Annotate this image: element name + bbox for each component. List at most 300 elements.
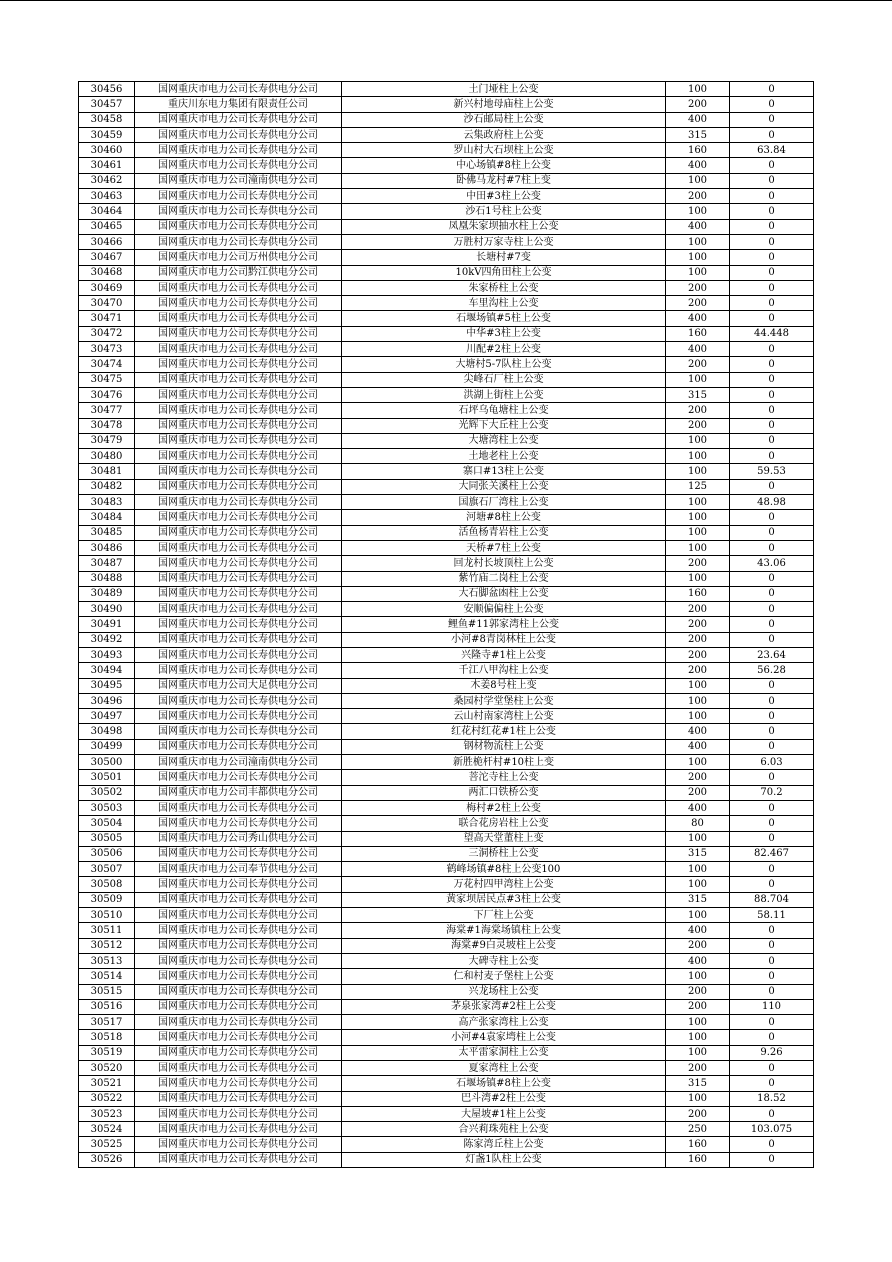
capacity-cell: 160 [666, 143, 730, 158]
transformer-name-cell: 尖峰石厂柱上公变 [342, 372, 666, 387]
transformer-name-cell: 万胜村万家寺柱上公变 [342, 234, 666, 249]
value-cell: 0 [730, 1152, 814, 1167]
company-cell: 国网重庆市电力公司长寿供电分公司 [135, 540, 342, 555]
capacity-cell: 200 [666, 785, 730, 800]
transformer-name-cell: 兴龙场柱上公变 [342, 984, 666, 999]
company-cell: 国网重庆市电力公司长寿供电分公司 [135, 709, 342, 724]
transformer-name-cell: 新兴村地母庙柱上公变 [342, 97, 666, 112]
transformer-name-cell: 两汇口铁桥公变 [342, 785, 666, 800]
capacity-cell: 200 [666, 938, 730, 953]
company-cell: 国网重庆市电力公司长寿供电分公司 [135, 556, 342, 571]
table-row [79, 602, 814, 617]
table-row [79, 464, 814, 479]
transformer-name-cell: 望高天堂董柱上变 [342, 831, 666, 846]
capacity-cell: 100 [666, 525, 730, 540]
transformer-name-cell: 国旗石厂湾柱上公变 [342, 495, 666, 510]
transformer-table [78, 81, 814, 1168]
transformer-name-cell: 夏家湾柱上公变 [342, 1061, 666, 1076]
table-row [79, 984, 814, 999]
table-row [79, 908, 814, 923]
capacity-cell: 315 [666, 846, 730, 861]
row-id-cell: 30479 [79, 433, 135, 448]
company-cell: 国网重庆市电力公司长寿供电分公司 [135, 357, 342, 372]
value-cell: 0 [730, 112, 814, 127]
table-row [79, 770, 814, 785]
company-cell: 国网重庆市电力公司长寿供电分公司 [135, 816, 342, 831]
row-id-cell: 30498 [79, 724, 135, 739]
capacity-cell: 400 [666, 158, 730, 173]
row-id-cell: 30514 [79, 969, 135, 984]
row-id-cell: 30503 [79, 800, 135, 815]
row-id-cell: 30501 [79, 770, 135, 785]
capacity-cell: 100 [666, 1045, 730, 1060]
value-cell: 63.84 [730, 143, 814, 158]
row-id-cell: 30488 [79, 571, 135, 586]
capacity-cell: 200 [666, 632, 730, 647]
transformer-name-cell: 大同张关溪柱上公变 [342, 479, 666, 494]
transformer-name-cell: 罗山村大石坝柱上公变 [342, 143, 666, 158]
capacity-cell: 200 [666, 403, 730, 418]
transformer-name-cell: 大屋坡#1柱上公变 [342, 1106, 666, 1121]
page-top-rule [0, 0, 892, 1]
company-cell: 国网重庆市电力公司长寿供电分公司 [135, 663, 342, 678]
row-id-cell: 30516 [79, 999, 135, 1014]
capacity-cell: 100 [666, 709, 730, 724]
company-cell: 国网重庆市电力公司长寿供电分公司 [135, 387, 342, 402]
value-cell: 0 [730, 571, 814, 586]
capacity-cell: 400 [666, 724, 730, 739]
company-cell: 国网重庆市电力公司长寿供电分公司 [135, 969, 342, 984]
row-id-cell: 30467 [79, 250, 135, 265]
transformer-name-cell: 石堰场镇#8柱上公变 [342, 1076, 666, 1091]
row-id-cell: 30521 [79, 1076, 135, 1091]
company-cell: 国网重庆市电力公司长寿供电分公司 [135, 1061, 342, 1076]
transformer-name-cell: 土地老柱上公变 [342, 449, 666, 464]
row-id-cell: 30526 [79, 1152, 135, 1167]
value-cell: 0 [730, 877, 814, 892]
value-cell: 0 [730, 357, 814, 372]
company-cell: 国网重庆市电力公司长寿供电分公司 [135, 586, 342, 601]
transformer-name-cell: 万花村四甲湾柱上公变 [342, 877, 666, 892]
capacity-cell: 100 [666, 831, 730, 846]
capacity-cell: 315 [666, 387, 730, 402]
table-row [79, 112, 814, 127]
table-row [79, 265, 814, 280]
value-cell: 0 [730, 342, 814, 357]
value-cell: 0 [730, 938, 814, 953]
row-id-cell: 30515 [79, 984, 135, 999]
value-cell: 0 [730, 739, 814, 754]
company-cell: 国网重庆市电力公司长寿供电分公司 [135, 143, 342, 158]
company-cell: 国网重庆市电力公司长寿供电分公司 [135, 1152, 342, 1167]
company-cell: 国网重庆市电力公司长寿供电分公司 [135, 204, 342, 219]
table-row [79, 342, 814, 357]
capacity-cell: 200 [666, 1106, 730, 1121]
row-id-cell: 30484 [79, 510, 135, 525]
transformer-name-cell: 沙石邮局柱上公变 [342, 112, 666, 127]
capacity-cell: 315 [666, 1076, 730, 1091]
value-cell: 0 [730, 265, 814, 280]
value-cell: 0 [730, 449, 814, 464]
row-id-cell: 30523 [79, 1106, 135, 1121]
company-cell: 国网重庆市电力公司长寿供电分公司 [135, 127, 342, 142]
capacity-cell: 100 [666, 82, 730, 97]
company-cell: 国网重庆市电力公司长寿供电分公司 [135, 1091, 342, 1106]
capacity-cell: 200 [666, 984, 730, 999]
row-id-cell: 30485 [79, 525, 135, 540]
capacity-cell: 100 [666, 1030, 730, 1045]
transformer-name-cell: 海棠#1海棠场镇柱上公变 [342, 923, 666, 938]
table-row [79, 877, 814, 892]
row-id-cell: 30507 [79, 862, 135, 877]
table-row [79, 433, 814, 448]
company-cell: 国网重庆市电力公司长寿供电分公司 [135, 510, 342, 525]
row-id-cell: 30463 [79, 189, 135, 204]
transformer-name-cell: 10kV四角田柱上公变 [342, 265, 666, 280]
capacity-cell: 160 [666, 1152, 730, 1167]
transformer-name-cell: 车里沟柱上公变 [342, 296, 666, 311]
transformer-name-cell: 小河#4袁家塆柱上公变 [342, 1030, 666, 1045]
table-row [79, 296, 814, 311]
value-cell: 0 [730, 1030, 814, 1045]
transformer-name-cell: 大塘湾柱上公变 [342, 433, 666, 448]
value-cell: 82.467 [730, 846, 814, 861]
transformer-name-cell: 紫竹庙二岗柱上公变 [342, 571, 666, 586]
company-cell: 国网重庆市电力公司长寿供电分公司 [135, 846, 342, 861]
row-id-cell: 30510 [79, 908, 135, 923]
table-row [79, 1106, 814, 1121]
capacity-cell: 100 [666, 877, 730, 892]
table-row [79, 678, 814, 693]
value-cell: 56.28 [730, 663, 814, 678]
company-cell: 国网重庆市电力公司长寿供电分公司 [135, 234, 342, 249]
capacity-cell: 400 [666, 219, 730, 234]
row-id-cell: 30517 [79, 1015, 135, 1030]
transformer-name-cell: 寨口#13柱上公变 [342, 464, 666, 479]
value-cell: 0 [730, 586, 814, 601]
transformer-name-cell: 陈家湾丘柱上公变 [342, 1137, 666, 1152]
company-cell: 国网重庆市电力公司长寿供电分公司 [135, 464, 342, 479]
table-row [79, 525, 814, 540]
table-row [79, 1076, 814, 1091]
capacity-cell: 100 [666, 693, 730, 708]
table-row [79, 816, 814, 831]
table-row [79, 586, 814, 601]
table-row [79, 938, 814, 953]
company-cell: 国网重庆市电力公司长寿供电分公司 [135, 280, 342, 295]
capacity-cell: 100 [666, 234, 730, 249]
value-cell: 0 [730, 82, 814, 97]
table-row [79, 495, 814, 510]
capacity-cell: 200 [666, 418, 730, 433]
capacity-cell: 80 [666, 816, 730, 831]
value-cell: 0 [730, 1137, 814, 1152]
capacity-cell: 400 [666, 739, 730, 754]
company-cell: 国网重庆市电力公司丰都供电分公司 [135, 785, 342, 800]
table-row [79, 326, 814, 341]
company-cell: 国网重庆市电力公司长寿供电分公司 [135, 158, 342, 173]
row-id-cell: 30464 [79, 204, 135, 219]
transformer-name-cell: 云集政府柱上公变 [342, 127, 666, 142]
company-cell: 国网重庆市电力公司长寿供电分公司 [135, 525, 342, 540]
capacity-cell: 100 [666, 571, 730, 586]
capacity-cell: 250 [666, 1122, 730, 1137]
company-cell: 国网重庆市电力公司长寿供电分公司 [135, 892, 342, 907]
company-cell: 国网重庆市电力公司长寿供电分公司 [135, 219, 342, 234]
company-cell: 国网重庆市电力公司长寿供电分公司 [135, 1106, 342, 1121]
value-cell: 0 [730, 127, 814, 142]
value-cell: 0 [730, 479, 814, 494]
value-cell: 0 [730, 602, 814, 617]
transformer-name-cell: 海棠#9白灵坡柱上公变 [342, 938, 666, 953]
table-row [79, 999, 814, 1014]
value-cell: 0 [730, 816, 814, 831]
capacity-cell: 100 [666, 250, 730, 265]
capacity-cell: 100 [666, 464, 730, 479]
company-cell: 国网重庆市电力公司长寿供电分公司 [135, 1076, 342, 1091]
row-id-cell: 30470 [79, 296, 135, 311]
table-row [79, 204, 814, 219]
row-id-cell: 30513 [79, 953, 135, 968]
value-cell: 0 [730, 372, 814, 387]
capacity-cell: 100 [666, 540, 730, 555]
table-row [79, 617, 814, 632]
capacity-cell: 100 [666, 510, 730, 525]
table-row [79, 831, 814, 846]
value-cell: 0 [730, 770, 814, 785]
company-cell: 国网重庆市电力公司长寿供电分公司 [135, 112, 342, 127]
transformer-name-cell: 河塘#8柱上公变 [342, 510, 666, 525]
transformer-name-cell: 千江八甲沟柱上公变 [342, 663, 666, 678]
row-id-cell: 30520 [79, 1061, 135, 1076]
table-row [79, 755, 814, 770]
row-id-cell: 30492 [79, 632, 135, 647]
company-cell: 国网重庆市电力公司长寿供电分公司 [135, 479, 342, 494]
row-id-cell: 30504 [79, 816, 135, 831]
value-cell: 48.98 [730, 495, 814, 510]
capacity-cell: 100 [666, 433, 730, 448]
row-id-cell: 30459 [79, 127, 135, 142]
value-cell: 0 [730, 296, 814, 311]
transformer-name-cell: 太平雷家洞柱上公变 [342, 1045, 666, 1060]
transformer-name-cell: 云山村南家湾柱上公变 [342, 709, 666, 724]
company-cell: 国网重庆市电力公司长寿供电分公司 [135, 296, 342, 311]
company-cell: 国网重庆市电力公司万州供电分公司 [135, 250, 342, 265]
capacity-cell: 100 [666, 495, 730, 510]
table-row [79, 1152, 814, 1167]
value-cell: 0 [730, 418, 814, 433]
table-row [79, 862, 814, 877]
table-row [79, 571, 814, 586]
row-id-cell: 30458 [79, 112, 135, 127]
table-row [79, 449, 814, 464]
row-id-cell: 30505 [79, 831, 135, 846]
value-cell: 9.26 [730, 1045, 814, 1060]
value-cell: 0 [730, 234, 814, 249]
transformer-name-cell: 川配#2柱上公变 [342, 342, 666, 357]
transformer-name-cell: 下厂柱上公变 [342, 908, 666, 923]
transformer-name-cell: 三洞桥柱上公变 [342, 846, 666, 861]
capacity-cell: 200 [666, 617, 730, 632]
transformer-name-cell: 大塘村5-7队柱上公变 [342, 357, 666, 372]
row-id-cell: 30524 [79, 1122, 135, 1137]
transformer-name-cell: 洪湖上街柱上公变 [342, 387, 666, 402]
capacity-cell: 100 [666, 372, 730, 387]
company-cell: 国网重庆市电力公司长寿供电分公司 [135, 342, 342, 357]
table-row [79, 953, 814, 968]
value-cell: 59.53 [730, 464, 814, 479]
value-cell: 44.448 [730, 326, 814, 341]
company-cell: 国网重庆市电力公司长寿供电分公司 [135, 571, 342, 586]
table-body [79, 82, 814, 1168]
transformer-name-cell: 兴隆寺#1柱上公变 [342, 647, 666, 662]
row-id-cell: 30472 [79, 326, 135, 341]
transformer-name-cell: 凤凰朱家坝抽水柱上公变 [342, 219, 666, 234]
transformer-name-cell: 长塘村#7变 [342, 250, 666, 265]
row-id-cell: 30483 [79, 495, 135, 510]
capacity-cell: 100 [666, 173, 730, 188]
company-cell: 国网重庆市电力公司长寿供电分公司 [135, 877, 342, 892]
table-row [79, 923, 814, 938]
row-id-cell: 30477 [79, 403, 135, 418]
table-row [79, 97, 814, 112]
capacity-cell: 100 [666, 1015, 730, 1030]
company-cell: 国网重庆市电力公司黔江供电分公司 [135, 265, 342, 280]
transformer-name-cell: 沙石1号柱上公变 [342, 204, 666, 219]
capacity-cell: 200 [666, 296, 730, 311]
company-cell: 国网重庆市电力公司长寿供电分公司 [135, 449, 342, 464]
table-row [79, 280, 814, 295]
company-cell: 国网重庆市电力公司秀山供电分公司 [135, 831, 342, 846]
row-id-cell: 30525 [79, 1137, 135, 1152]
value-cell: 43.06 [730, 556, 814, 571]
table-row [79, 739, 814, 754]
row-id-cell: 30486 [79, 540, 135, 555]
row-id-cell: 30478 [79, 418, 135, 433]
value-cell: 0 [730, 709, 814, 724]
transformer-name-cell: 石堰场镇#5柱上公变 [342, 311, 666, 326]
company-cell: 国网重庆市电力公司长寿供电分公司 [135, 938, 342, 953]
row-id-cell: 30481 [79, 464, 135, 479]
row-id-cell: 30500 [79, 755, 135, 770]
value-cell: 0 [730, 969, 814, 984]
value-cell: 0 [730, 800, 814, 815]
row-id-cell: 30491 [79, 617, 135, 632]
transformer-name-cell: 大石脚盆凼柱上公变 [342, 586, 666, 601]
row-id-cell: 30508 [79, 877, 135, 892]
company-cell: 国网重庆市电力公司长寿供电分公司 [135, 1030, 342, 1045]
value-cell: 0 [730, 693, 814, 708]
table-row [79, 173, 814, 188]
capacity-cell: 100 [666, 908, 730, 923]
value-cell: 0 [730, 984, 814, 999]
value-cell: 70.2 [730, 785, 814, 800]
company-cell: 国网重庆市电力公司长寿供电分公司 [135, 372, 342, 387]
value-cell: 23.64 [730, 647, 814, 662]
capacity-cell: 400 [666, 311, 730, 326]
value-cell: 0 [730, 953, 814, 968]
company-cell: 国网重庆市电力公司长寿供电分公司 [135, 403, 342, 418]
company-cell: 国网重庆市电力公司潼南供电分公司 [135, 755, 342, 770]
value-cell: 0 [730, 1106, 814, 1121]
transformer-name-cell: 仁和村麦子堡柱上公变 [342, 969, 666, 984]
transformer-name-cell: 鹤峰场镇#8柱上公变100 [342, 862, 666, 877]
table-row [79, 127, 814, 142]
company-cell: 国网重庆市电力公司长寿供电分公司 [135, 693, 342, 708]
company-cell: 国网重庆市电力公司长寿供电分公司 [135, 82, 342, 97]
row-id-cell: 30462 [79, 173, 135, 188]
row-id-cell: 30489 [79, 586, 135, 601]
company-cell: 国网重庆市电力公司长寿供电分公司 [135, 632, 342, 647]
value-cell: 0 [730, 97, 814, 112]
table-row [79, 1030, 814, 1045]
row-id-cell: 30518 [79, 1030, 135, 1045]
table-row [79, 540, 814, 555]
transformer-name-cell: 巴斗湾#2柱上公变 [342, 1091, 666, 1106]
value-cell: 6.03 [730, 755, 814, 770]
table-row [79, 234, 814, 249]
row-id-cell: 30522 [79, 1091, 135, 1106]
row-id-cell: 30497 [79, 709, 135, 724]
value-cell: 0 [730, 1076, 814, 1091]
company-cell: 国网重庆市电力公司长寿供电分公司 [135, 433, 342, 448]
value-cell: 0 [730, 540, 814, 555]
transformer-name-cell: 天桥#7柱上公变 [342, 540, 666, 555]
table-row [79, 724, 814, 739]
table-row [79, 785, 814, 800]
company-cell: 国网重庆市电力公司潼南供电分公司 [135, 173, 342, 188]
capacity-cell: 400 [666, 112, 730, 127]
company-cell: 国网重庆市电力公司长寿供电分公司 [135, 617, 342, 632]
company-cell: 重庆川东电力集团有限责任公司 [135, 97, 342, 112]
company-cell: 国网重庆市电力公司长寿供电分公司 [135, 953, 342, 968]
company-cell: 国网重庆市电力公司长寿供电分公司 [135, 724, 342, 739]
transformer-name-cell: 中田#3柱上公变 [342, 189, 666, 204]
capacity-cell: 200 [666, 1061, 730, 1076]
table-row [79, 1137, 814, 1152]
table-row [79, 709, 814, 724]
table-row [79, 892, 814, 907]
value-cell: 0 [730, 219, 814, 234]
row-id-cell: 30460 [79, 143, 135, 158]
company-cell: 国网重庆市电力公司长寿供电分公司 [135, 311, 342, 326]
company-cell: 国网重庆市电力公司长寿供电分公司 [135, 984, 342, 999]
company-cell: 国网重庆市电力公司长寿供电分公司 [135, 189, 342, 204]
company-cell: 国网重庆市电力公司长寿供电分公司 [135, 495, 342, 510]
transformer-name-cell: 中华#3柱上公变 [342, 326, 666, 341]
capacity-cell: 200 [666, 602, 730, 617]
transformer-name-cell: 小河#8青岗林柱上公变 [342, 632, 666, 647]
value-cell: 0 [730, 862, 814, 877]
capacity-cell: 400 [666, 953, 730, 968]
transformer-name-cell: 合兴莉珠苑柱上公变 [342, 1122, 666, 1137]
row-id-cell: 30509 [79, 892, 135, 907]
table-row [79, 800, 814, 815]
capacity-cell: 100 [666, 1091, 730, 1106]
row-id-cell: 30490 [79, 602, 135, 617]
capacity-cell: 160 [666, 586, 730, 601]
value-cell: 0 [730, 678, 814, 693]
transformer-name-cell: 安顺偏偏柱上公变 [342, 602, 666, 617]
table-row [79, 479, 814, 494]
table-row [79, 82, 814, 97]
transformer-name-cell: 土门垭柱上公变 [342, 82, 666, 97]
company-cell: 国网重庆市电力公司长寿供电分公司 [135, 1137, 342, 1152]
table-row [79, 693, 814, 708]
company-cell: 国网重庆市电力公司长寿供电分公司 [135, 647, 342, 662]
value-cell: 0 [730, 280, 814, 295]
capacity-cell: 315 [666, 892, 730, 907]
